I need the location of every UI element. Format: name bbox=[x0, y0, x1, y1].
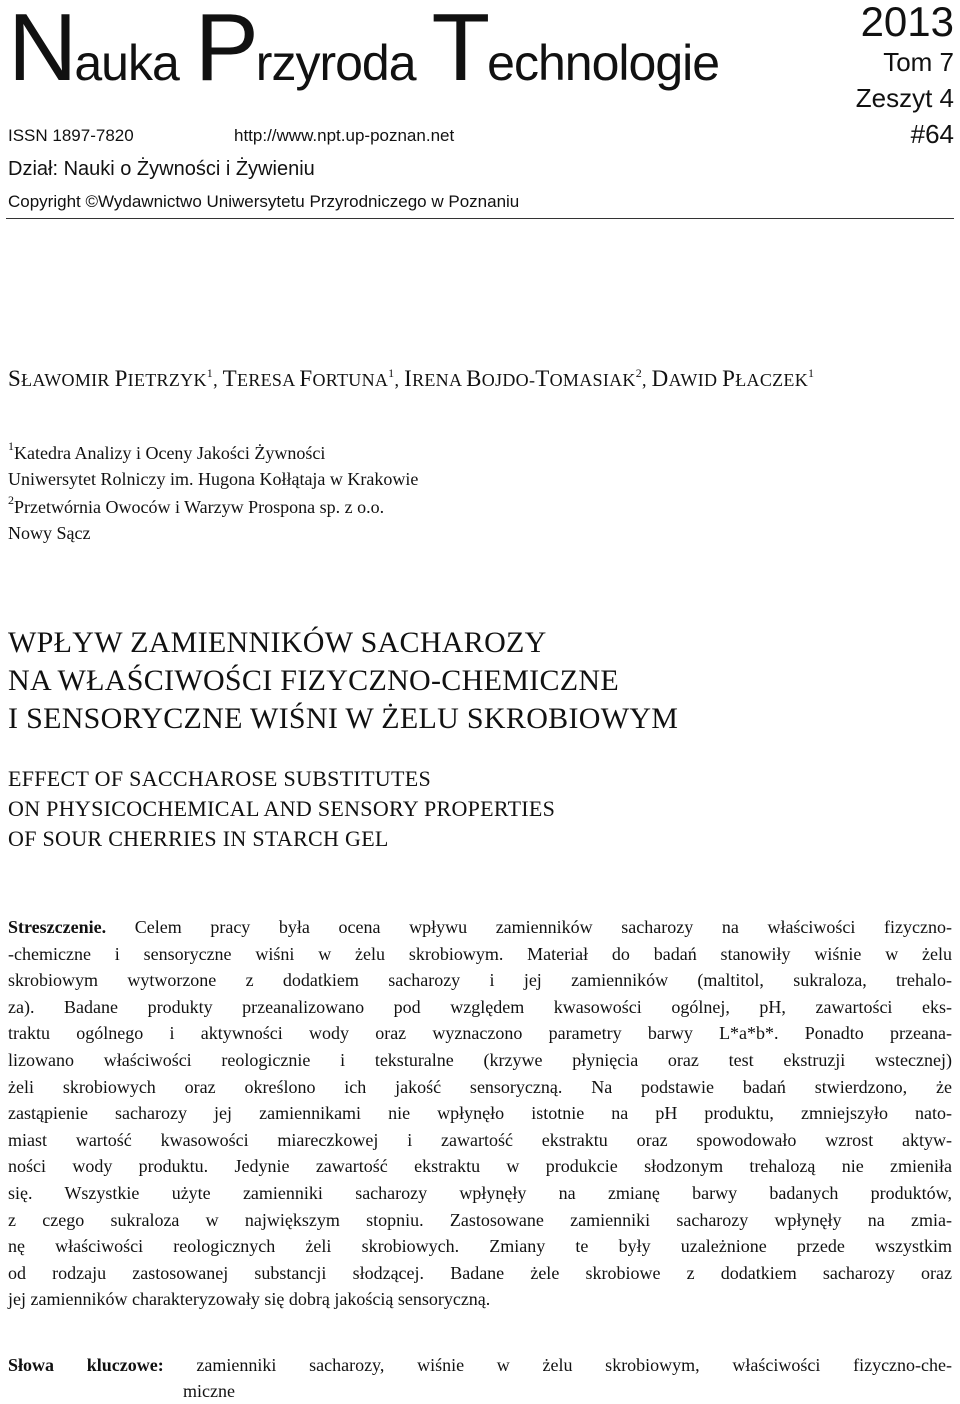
issue-year: 2013 bbox=[860, 0, 954, 45]
header-divider bbox=[6, 218, 954, 219]
title-line: OF SOUR CHERRIES IN STARCH GEL bbox=[8, 826, 389, 851]
title-line: I SENSORYCZNE WIŚNI W ŻELU SKROBIOWYM bbox=[8, 702, 679, 735]
abstract-line: traktu ogólnego i aktywności wody oraz wyznaczono parametry barwy L*a*b*. Ponadto przeana- bbox=[8, 1023, 952, 1044]
abstract-line: za). Badane produkty przeanalizowano pod względem kwasowości ogólnej, pH, zawartości eks- bbox=[8, 996, 952, 1017]
abstract-line: z czego sukraloza w największym stopniu. Zastosowane zamienniki sacharozy wpłynęły na zmia- bbox=[8, 1209, 952, 1230]
author: TERESA FORTUNA$^1$ bbox=[222, 366, 395, 391]
abstract-line: -chemiczne i sensoryczne wiśni w żelu skrobiowym. Materiał do badań stanowiły wiśnie w żelu bbox=[8, 943, 952, 964]
author: DAWID PŁACZEK$^1$ bbox=[651, 366, 815, 391]
journal-title bbox=[8, 0, 735, 101]
affiliation-1-line2: Uniwersytet Rolniczy im. Hugona Kołłątaja w Krakowie bbox=[8, 469, 419, 489]
title-line: NA WŁAŚCIWOŚCI FIZYCZNO-CHEMICZNE bbox=[8, 664, 619, 697]
journal-title-word: Nauka bbox=[8, 0, 179, 101]
keywords-label: Słowa kluczowe: bbox=[8, 1355, 164, 1375]
issue-number: Zeszyt 4 bbox=[855, 83, 954, 113]
affiliation-2-line2: Nowy Sącz bbox=[8, 523, 91, 543]
article-number: #64 bbox=[910, 119, 954, 149]
author-list: SŁAWOMIR PIETRZYK$^1$, TERESA FORTUNA$^1$, IRENA BOJDO-TOMASIAK$^2$, DAWID PŁACZEK$^1$ bbox=[8, 366, 815, 391]
journal-title-word: Przyroda bbox=[194, 0, 416, 101]
author: IRENA BOJDO-TOMASIAK$^2$ bbox=[404, 366, 643, 391]
title-english bbox=[8, 764, 555, 854]
issue-info bbox=[856, 0, 954, 152]
issn: ISSN 1897-7820 bbox=[8, 126, 134, 145]
affiliation-2-line1: $^2$Przetwórnia Owoców i Warzyw Prospona sp. z o.o. bbox=[8, 493, 385, 517]
section-label: Dział: Nauki o Żywności i Żywieniu bbox=[8, 158, 315, 180]
journal-url[interactable]: http://www.npt.up-poznan.net bbox=[234, 126, 455, 145]
abstract-line: się. Wszystkie użyte zamienniki sacharozy wpłynęły na zmianę barwy badanych produktów, bbox=[8, 1182, 952, 1203]
abstract-line: nę właściwości reologicznych żeli skrobiowych. Zmiany te były uzależnione przede wszystkim bbox=[8, 1236, 952, 1257]
title-line: ON PHYSICOCHEMICAL AND SENSORY PROPERTIES bbox=[8, 796, 556, 821]
author: SŁAWOMIR PIETRZYK$^1$ bbox=[8, 366, 214, 391]
abstract-line: zastąpienie sacharozy jej zamiennikami nie wpłynęło istotnie na pH produktu, zmniejszyło nato- bbox=[8, 1103, 952, 1124]
affiliation-1-line1: $^1$Katedra Analizy i Oceny Jakości Żywności bbox=[8, 439, 326, 463]
abstract-line: lizowano właściwości reologicznie i teksturalne (krzywe płynięcia oraz test ekstruzji wstecznej) bbox=[8, 1049, 952, 1070]
abstract-line: ności wody produktu. Jedynie zawartość ekstraktu w produkcie słodzonym trehalozą nie zmieniła bbox=[8, 1156, 952, 1177]
abstract bbox=[8, 914, 952, 1313]
abstract-line: miast wartość kwasowości miareczkowej i zawartość ekstraktu oraz spowodowało wzrost aktyw- bbox=[8, 1129, 952, 1150]
title-line: WPŁYW ZAMIENNIKÓW SACHAROZY bbox=[8, 626, 547, 659]
abstract-line: żeli skrobiowych oraz określono ich jakość sensoryczną. Na podstawie badań stwierdzono, że bbox=[8, 1076, 952, 1097]
abstract-label: Streszczenie. bbox=[8, 917, 107, 937]
copyright: Copyright ©Wydawnictwo Uniwersytetu Przyrodniczego w Poznaniu bbox=[8, 192, 520, 211]
keywords-line: miczne bbox=[183, 1381, 235, 1401]
issue-volume: Tom 7 bbox=[883, 47, 954, 77]
abstract-line: od rodzaju zastosowanej substancji słodzącej. Badane żele skrobiowe z dodatkiem sacharozy oraz bbox=[8, 1262, 952, 1283]
title-line: EFFECT OF SACCHAROSE SUBSTITUTES bbox=[8, 766, 432, 791]
abstract-line: Streszczenie. Celem pracy była ocena wpływu zamienników sacharozy na właściwości fizyczno- bbox=[8, 917, 952, 937]
journal-title-word: Technologie bbox=[431, 0, 720, 101]
title-polish bbox=[8, 624, 678, 738]
keywords bbox=[8, 1352, 952, 1404]
abstract-line: skrobiowym wytworzone z dodatkiem sacharozy i jej zamienników (maltitol, sukraloza, trehalo- bbox=[8, 970, 952, 991]
keywords-line: Słowa kluczowe: zamienniki sacharozy, wiśnie w żelu skrobiowym, właściwości fizyczno-che- bbox=[8, 1355, 953, 1375]
abstract-line: jej zamienników charakteryzowały się dobrą jakością sensoryczną. bbox=[8, 1289, 491, 1310]
